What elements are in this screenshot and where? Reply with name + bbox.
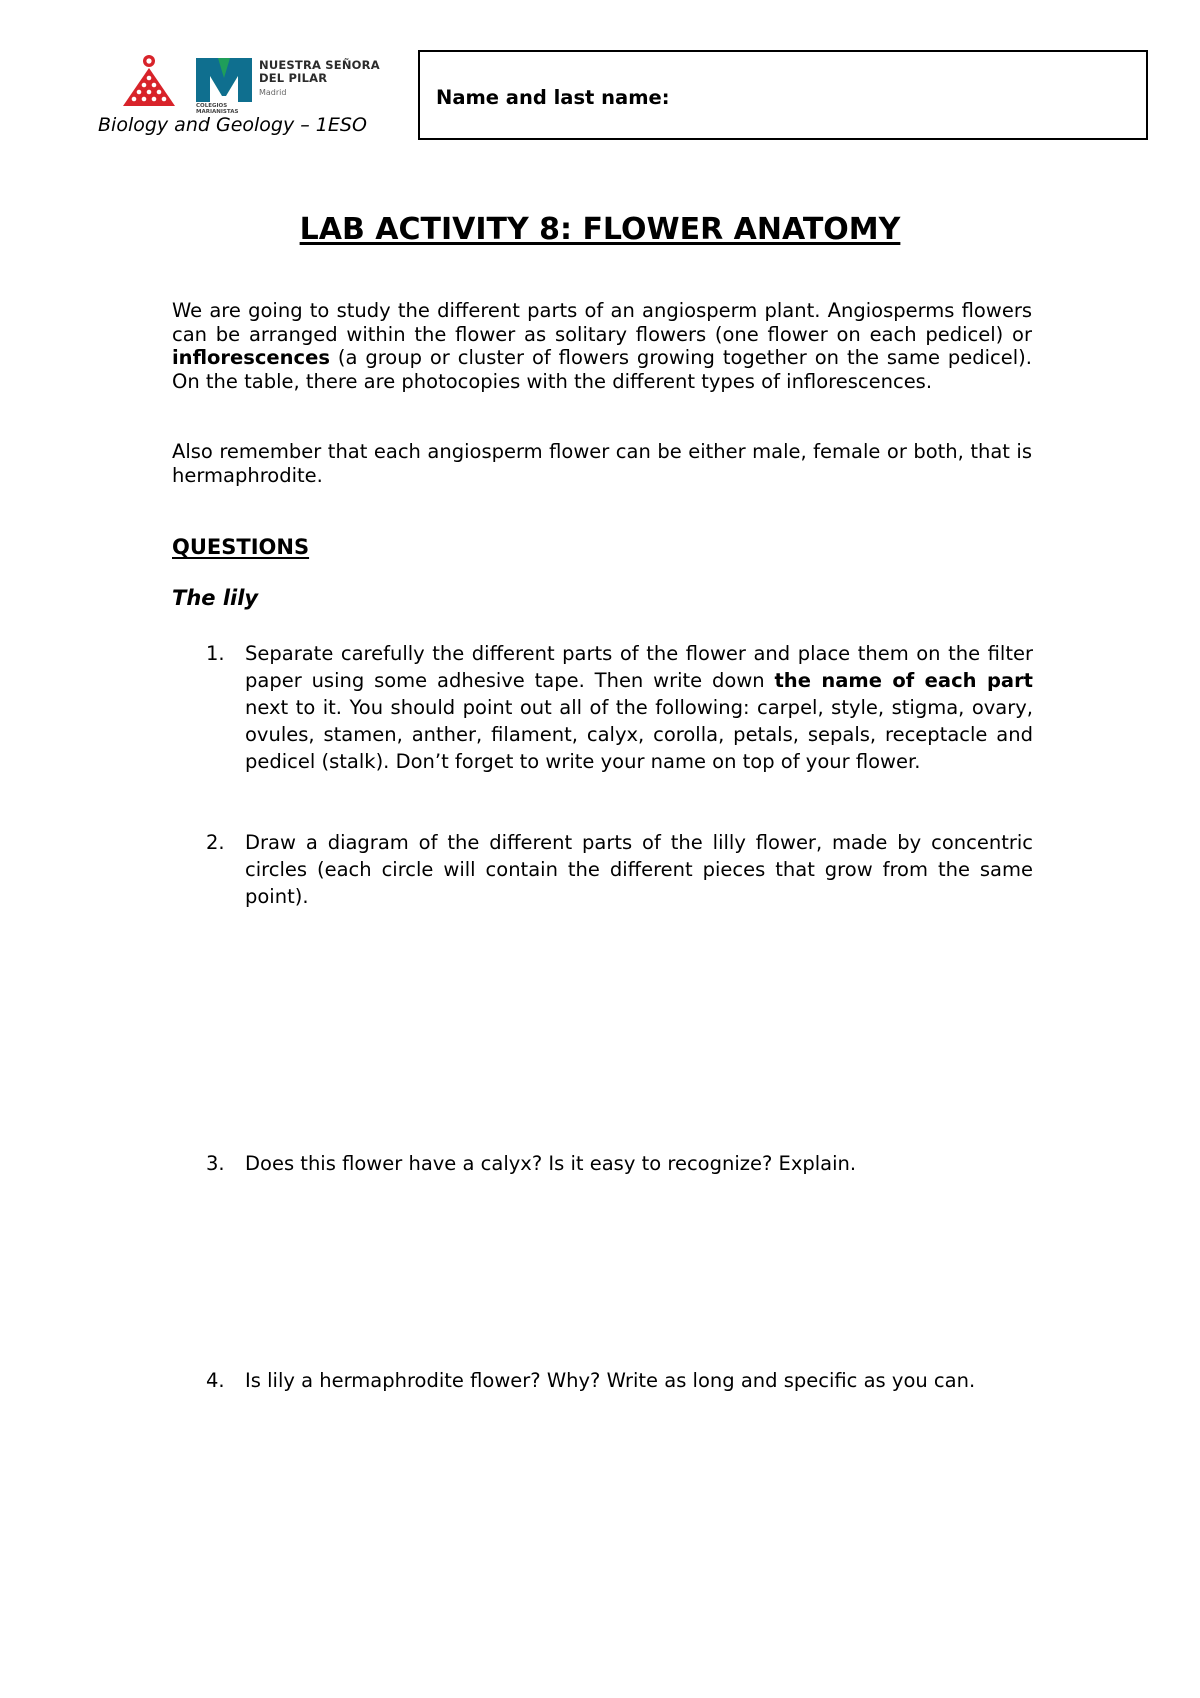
question-number: 3. [206, 1152, 225, 1175]
school-logo [196, 57, 392, 115]
question-text: Separate carefully the different parts of the flower and place them on the filter paper using some adhesive tape. Then write down the name of each part next to it. You should point out all of the following: carpel, style, stigma, ovary, ovules, stamen, anther, filament, calyx, corolla, petals, sepals, receptacle and pedicel (stalk). Don’t forget to write your name on top of your flower. [245, 642, 1034, 773]
intro-paragraph-2: Also remember that each angiosperm flower can be either male, female or both, that is hermaphrodite. [172, 440, 1032, 487]
page-title: LAB ACTIVITY 8: FLOWER ANATOMY [299, 212, 901, 247]
question-text: Is lily a hermaphrodite flower? Why? Write as long and specific as you can. [245, 1369, 976, 1392]
marianist-triangle-logo [121, 54, 177, 108]
intro-paragraph-1: We are going to study the different parts of an angiosperm plant. Angiosperms flowers can be arranged within the flower as solitary flowers (one flower on each pedicel) or inflorescences (a group or cluster of flowers growing together on the same pedicel). On the table, there are photocopies with the different types of inflorescences. [172, 299, 1032, 393]
school-logo-mark [196, 58, 252, 102]
question-number: 1. [206, 642, 225, 665]
question-item [206, 640, 1033, 775]
question-number: 4. [206, 1369, 225, 1392]
name-field-box[interactable] [418, 50, 1148, 140]
school-network: COLEGIOS MARIANISTAS [196, 103, 239, 115]
question-text: Draw a diagram of the different parts of the lilly flower, made by concentric circles (each circle will contain the different pieces that grow from the same point). [245, 831, 1033, 908]
question-item [206, 1150, 1033, 1177]
question-text: Does this flower have a calyx? Is it easy to recognize? Explain. [245, 1152, 857, 1175]
school-city: Madrid [259, 88, 287, 97]
questions-heading: QUESTIONS [172, 535, 310, 559]
subject-label: Biology and Geology – 1ESO [98, 114, 367, 136]
school-name: NUESTRA SEÑORA DEL PILAR [259, 58, 380, 85]
question-item [206, 1367, 1033, 1394]
question-item [206, 829, 1033, 910]
question-number: 2. [206, 831, 225, 854]
name-field-label: Name and last name: [436, 86, 670, 109]
section-heading-lily: The lily [172, 586, 259, 610]
